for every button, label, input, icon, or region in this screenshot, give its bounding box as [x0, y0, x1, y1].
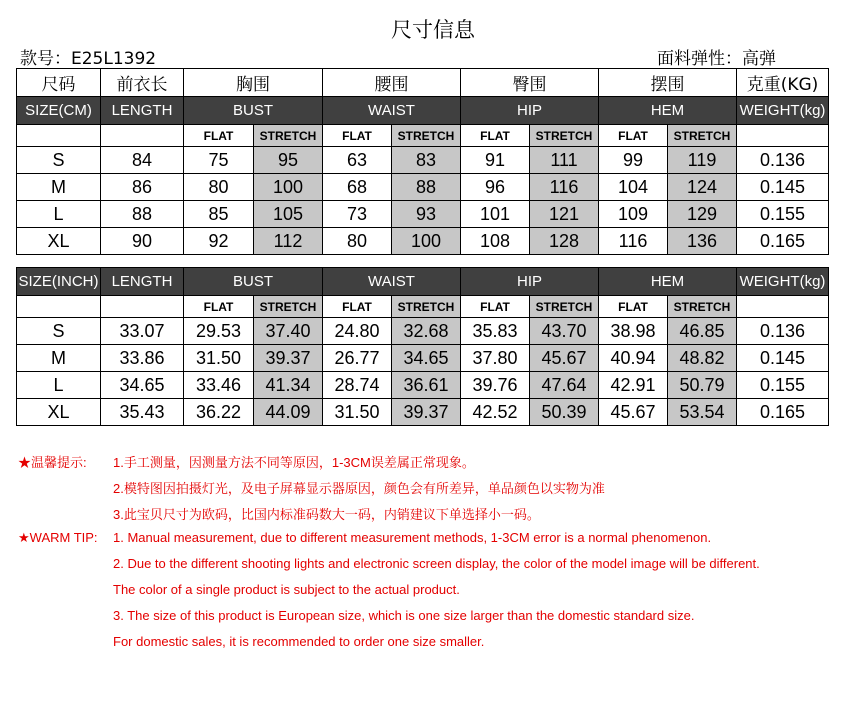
sub-flat: FLAT	[323, 296, 392, 318]
value-cell: 129	[668, 201, 737, 228]
value-cell: 31.50	[323, 399, 392, 426]
value-cell: 91	[461, 147, 530, 174]
size-cell: L	[17, 201, 101, 228]
value-cell: 73	[323, 201, 392, 228]
page-title: 尺寸信息	[391, 18, 475, 42]
notes-en-line: The color of a single product is subject to the actual product.	[113, 582, 460, 597]
header-waist: WAIST	[323, 268, 461, 296]
value-cell: 33.86	[101, 345, 184, 372]
value-cell: 109	[599, 201, 668, 228]
sub-stretch: STRETCH	[668, 296, 737, 318]
value-cell: 24.80	[323, 318, 392, 345]
value-cell: 105	[254, 201, 323, 228]
header-length: LENGTH	[101, 97, 184, 125]
value-cell: 92	[184, 228, 254, 255]
sub-flat: FLAT	[461, 125, 530, 147]
size-cell: M	[17, 345, 101, 372]
size-cell: L	[17, 372, 101, 399]
header-weight: WEIGHT(kg)	[737, 97, 829, 125]
notes-en-line: 2. Due to the different shooting lights and electronic screen display, the color of the model image will be different.	[113, 556, 760, 571]
sub-flat: FLAT	[599, 125, 668, 147]
notes-en-line: 1. Manual measurement, due to different measurement methods, 1-3CM error is a normal phenomenon.	[113, 530, 712, 545]
header-bust: BUST	[184, 268, 323, 296]
value-cell: 90	[101, 228, 184, 255]
value-cell: 39.76	[461, 372, 530, 399]
cn-header-bust: 胸围	[184, 69, 323, 97]
value-cell: 119	[668, 147, 737, 174]
value-cell: 33.07	[101, 318, 184, 345]
notes-cn-label: ★温馨提示:	[18, 455, 87, 470]
header-length: LENGTH	[101, 268, 184, 296]
size-cell: S	[17, 318, 101, 345]
size-cell: M	[17, 174, 101, 201]
value-cell: 95	[254, 147, 323, 174]
value-cell: 34.65	[392, 345, 461, 372]
table-row	[17, 345, 829, 372]
header-size: SIZE(CM)	[17, 97, 101, 125]
header-hip: HIP	[461, 268, 599, 296]
table-header-row	[17, 97, 829, 125]
value-cell: 100	[392, 228, 461, 255]
value-cell: 96	[461, 174, 530, 201]
value-cell: 44.09	[254, 399, 323, 426]
cn-header-weight: 克重(KG)	[737, 69, 829, 97]
subheader-row	[17, 296, 829, 318]
value-cell: 28.74	[323, 372, 392, 399]
value-cell: 50.39	[530, 399, 599, 426]
header-bust: BUST	[184, 97, 323, 125]
fabric-elasticity: 面料弹性：高弹	[657, 49, 776, 69]
value-cell: 0.136	[737, 318, 829, 345]
value-cell: 108	[461, 228, 530, 255]
value-cell: 38.98	[599, 318, 668, 345]
value-cell: 0.136	[737, 147, 829, 174]
value-cell: 111	[530, 147, 599, 174]
header-hem: HEM	[599, 268, 737, 296]
table-row	[17, 174, 829, 201]
style-number: 款号：E25L1392	[20, 49, 157, 69]
cn-header-hem: 摆围	[599, 69, 737, 97]
value-cell: 112	[254, 228, 323, 255]
sub-stretch: STRETCH	[530, 296, 599, 318]
value-cell: 31.50	[184, 345, 254, 372]
sub-flat: FLAT	[599, 296, 668, 318]
value-cell: 121	[530, 201, 599, 228]
sub-stretch: STRETCH	[392, 296, 461, 318]
value-cell: 36.22	[184, 399, 254, 426]
table-row	[17, 399, 829, 426]
table-row	[17, 372, 829, 399]
value-cell: 46.85	[668, 318, 737, 345]
value-cell: 34.65	[101, 372, 184, 399]
subheader-row	[17, 125, 829, 147]
table-row	[17, 228, 829, 255]
value-cell: 45.67	[530, 345, 599, 372]
value-cell: 88	[101, 201, 184, 228]
value-cell: 0.155	[737, 372, 829, 399]
value-cell: 100	[254, 174, 323, 201]
value-cell: 40.94	[599, 345, 668, 372]
value-cell: 35.83	[461, 318, 530, 345]
value-cell: 136	[668, 228, 737, 255]
cn-header-length: 前衣长	[101, 69, 184, 97]
value-cell: 75	[184, 147, 254, 174]
value-cell: 39.37	[392, 399, 461, 426]
value-cell: 42.91	[599, 372, 668, 399]
value-cell: 0.145	[737, 345, 829, 372]
value-cell: 26.77	[323, 345, 392, 372]
size-table-cm	[16, 68, 829, 255]
value-cell: 32.68	[392, 318, 461, 345]
value-cell: 0.165	[737, 228, 829, 255]
notes-cn-line: 3.此宝贝尺寸为欧码，比国内标准码数大一码，内销建议下单选择小一码。	[113, 507, 540, 522]
notes-en-label: ★WARM TIP:	[18, 530, 98, 545]
cn-header-row	[17, 69, 829, 97]
value-cell: 63	[323, 147, 392, 174]
notes-en-line: 3. The size of this product is European size, which is one size larger than the domestic standard size.	[113, 608, 695, 623]
size-table-inch	[16, 267, 829, 426]
sub-flat: FLAT	[184, 296, 254, 318]
table-row	[17, 318, 829, 345]
value-cell: 116	[530, 174, 599, 201]
header-hem: HEM	[599, 97, 737, 125]
value-cell: 29.53	[184, 318, 254, 345]
value-cell: 99	[599, 147, 668, 174]
value-cell: 36.61	[392, 372, 461, 399]
sub-flat: FLAT	[184, 125, 254, 147]
value-cell: 128	[530, 228, 599, 255]
value-cell: 93	[392, 201, 461, 228]
sub-stretch: STRETCH	[254, 125, 323, 147]
value-cell: 41.34	[254, 372, 323, 399]
sub-stretch: STRETCH	[254, 296, 323, 318]
value-cell: 0.165	[737, 399, 829, 426]
value-cell: 124	[668, 174, 737, 201]
value-cell: 39.37	[254, 345, 323, 372]
header-size: SIZE(INCH)	[17, 268, 101, 296]
value-cell: 48.82	[668, 345, 737, 372]
notes-cn-line: 2.模特图因拍摄灯光，及电子屏幕显示器原因，颜色会有所差异，单品颜色以实物为准	[113, 481, 605, 496]
sub-stretch: STRETCH	[530, 125, 599, 147]
value-cell: 104	[599, 174, 668, 201]
value-cell: 84	[101, 147, 184, 174]
size-cell: S	[17, 147, 101, 174]
cn-header-waist: 腰围	[323, 69, 461, 97]
table-row	[17, 147, 829, 174]
sub-flat: FLAT	[461, 296, 530, 318]
value-cell: 37.80	[461, 345, 530, 372]
value-cell: 53.54	[668, 399, 737, 426]
value-cell: 43.70	[530, 318, 599, 345]
value-cell: 116	[599, 228, 668, 255]
value-cell: 45.67	[599, 399, 668, 426]
value-cell: 88	[392, 174, 461, 201]
value-cell: 83	[392, 147, 461, 174]
cn-header-hip: 臀围	[461, 69, 599, 97]
value-cell: 42.52	[461, 399, 530, 426]
value-cell: 68	[323, 174, 392, 201]
sub-stretch: STRETCH	[668, 125, 737, 147]
value-cell: 0.145	[737, 174, 829, 201]
value-cell: 47.64	[530, 372, 599, 399]
value-cell: 101	[461, 201, 530, 228]
header-waist: WAIST	[323, 97, 461, 125]
value-cell: 50.79	[668, 372, 737, 399]
notes-en-line: For domestic sales, it is recommended to order one size smaller.	[113, 634, 485, 649]
value-cell: 33.46	[184, 372, 254, 399]
value-cell: 85	[184, 201, 254, 228]
size-cell: XL	[17, 399, 101, 426]
value-cell: 86	[101, 174, 184, 201]
sub-stretch: STRETCH	[392, 125, 461, 147]
size-cell: XL	[17, 228, 101, 255]
header-weight: WEIGHT(kg)	[737, 268, 829, 296]
notes-cn-line: 1.手工测量，因测量方法不同等原因，1-3CM误差属正常现象。	[113, 455, 475, 470]
value-cell: 35.43	[101, 399, 184, 426]
sub-flat: FLAT	[323, 125, 392, 147]
value-cell: 80	[323, 228, 392, 255]
table-row	[17, 201, 829, 228]
cn-header-size: 尺码	[17, 69, 101, 97]
value-cell: 0.155	[737, 201, 829, 228]
table-header-row	[17, 268, 829, 296]
header-hip: HIP	[461, 97, 599, 125]
value-cell: 37.40	[254, 318, 323, 345]
value-cell: 80	[184, 174, 254, 201]
